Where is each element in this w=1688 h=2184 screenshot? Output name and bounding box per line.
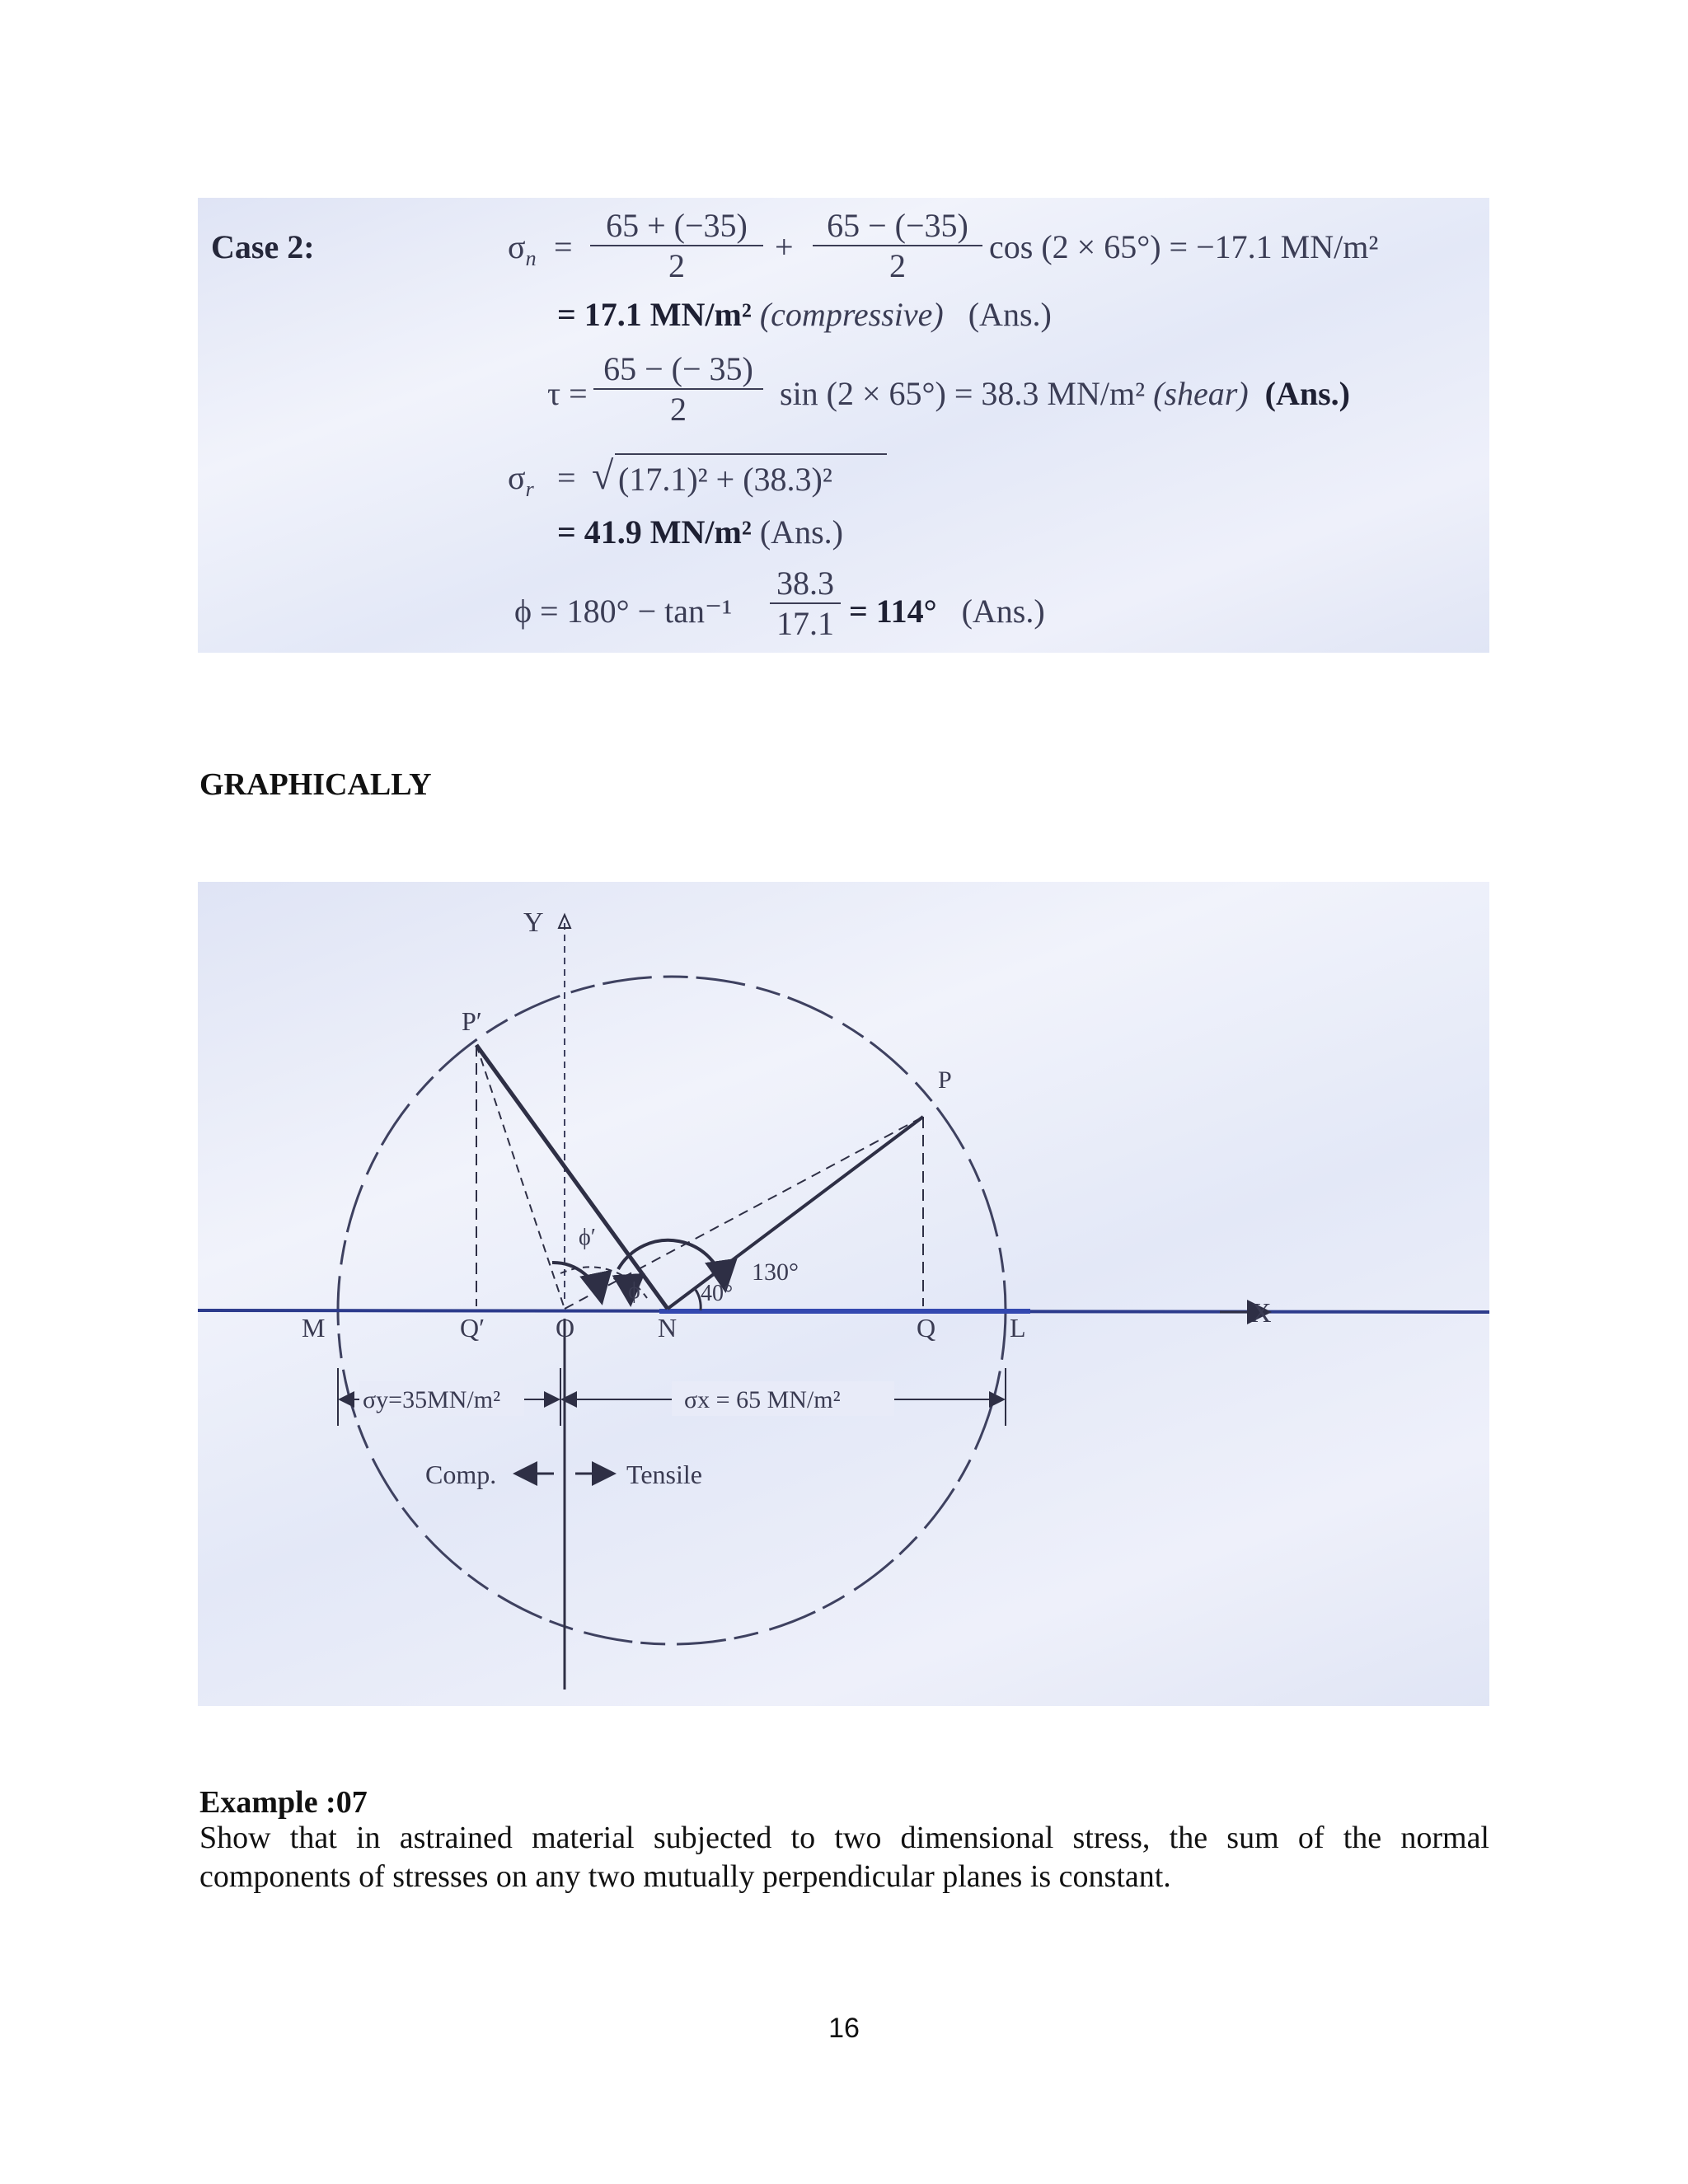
phi-fraction: $\frac{38.3}{17.1}$	[770, 564, 841, 643]
l-label: L	[1010, 1313, 1026, 1343]
sigma-n-result-line: = 17.1 MN/m² (compressive) (Ans.)	[557, 296, 1052, 333]
p-label: P	[938, 1066, 952, 1094]
comp-label: Comp.	[425, 1460, 497, 1489]
sigma-n-equals: =	[554, 228, 573, 265]
sigma-r-equals: =	[557, 459, 576, 496]
sqrt-vinculum	[615, 453, 887, 455]
phi-prime-label: ϕ′	[579, 1225, 596, 1250]
case-label: Case 2:	[211, 228, 315, 265]
mohr-circle-diagram	[198, 882, 1489, 1706]
sigma-n-fraction-1: $\frac{65 + (-35)}{2}$	[590, 206, 763, 285]
sigma-r-symbol: $\sigma_r$	[508, 459, 534, 501]
q-prime-label: Q′	[460, 1313, 485, 1343]
op-prime-line	[476, 1045, 565, 1309]
p-prime-label: P′	[462, 1006, 482, 1036]
sigma-n-fraction-2: $\frac{65 - (-35)}{2}$	[813, 206, 982, 285]
angle-130-label: 130°	[752, 1258, 799, 1286]
y-axis-label: Y	[523, 907, 544, 938]
example-title: Example :07	[199, 1785, 368, 1820]
equation-scan	[198, 198, 1489, 653]
sigma-n-expression-tail: cos (2 × 65°) = −17.1 MN/m²	[989, 228, 1379, 265]
phi-label: ϕ	[628, 1278, 640, 1304]
page-number: 16	[828, 2013, 860, 2044]
sqrt-sign: √	[592, 454, 614, 498]
n-label: N	[658, 1313, 678, 1343]
mohr-circle-scan	[198, 882, 1489, 1706]
tau-lhs: τ =	[547, 375, 588, 412]
sigma-x-label: σx = 65 MN/m²	[684, 1386, 841, 1413]
tau-fraction: $\frac{65 - (- 35)}{2}$	[593, 349, 763, 429]
section-heading: GRAPHICALLY	[199, 767, 432, 802]
angle-40-label: 40°	[701, 1281, 734, 1306]
phi-lhs: ϕ = 180° − tan⁻¹	[514, 593, 733, 630]
sigma-r-result-line: = 41.9 MN/m² (Ans.)	[557, 513, 843, 551]
example-text: Show that in astrained material subjected to two dimensional stress, the sum of the normal components of stresses on any two mutually perpendicular planes is constant.	[199, 1821, 1489, 1894]
phi-result-line: = 114° (Ans.)	[849, 593, 1045, 630]
sigma-n-symbol: $\sigma_n$	[508, 228, 537, 270]
tensile-label: Tensile	[626, 1460, 702, 1489]
sigma-y-label: σy=35MN/m²	[363, 1386, 501, 1413]
m-label: M	[302, 1313, 326, 1343]
x-axis-label: X	[1251, 1298, 1272, 1329]
o-label: O	[556, 1313, 575, 1343]
tau-line-tail: sin (2 × 65°) = 38.3 MN/m² (shear) (Ans.)	[780, 375, 1350, 412]
plus-sign: +	[775, 228, 794, 265]
q-label: Q	[917, 1313, 936, 1343]
sigma-r-radicand: (17.1)² + (38.3)²	[618, 461, 832, 498]
